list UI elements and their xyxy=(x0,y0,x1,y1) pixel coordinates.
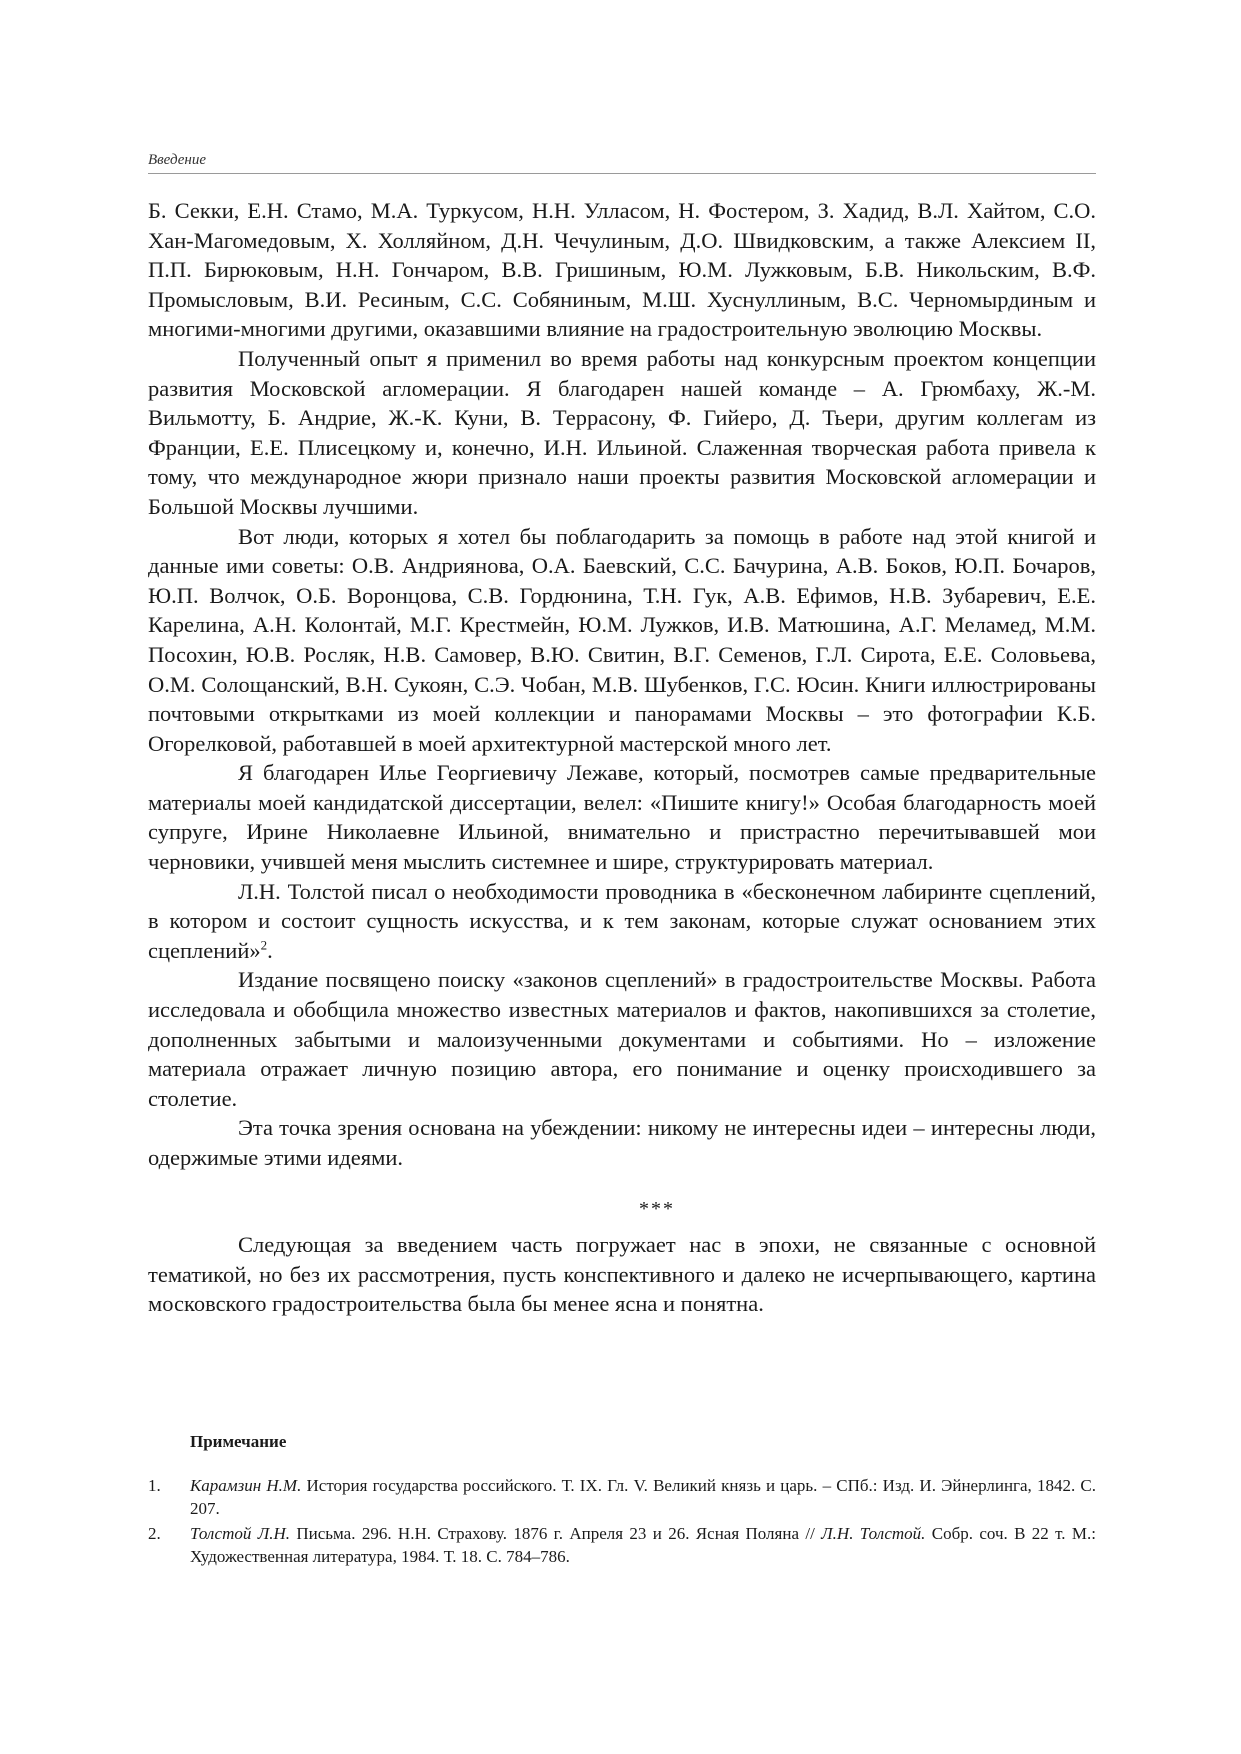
note-author: Карамзин Н.М. xyxy=(190,1476,302,1495)
paragraph-3: Вот люди, которых я хотел бы поблагодарить за помощь в работе над этой книгой и данные ими советы: О.В. Андриянова, О.А. Баевский, С.С. Бачурина, А.В. Боков, Ю.П. Бочаров, Ю.П. Волчок, О.Б. Воронцова, С.В. Гордюнина, Т.Н. Гук, А.В. Ефимов, Н.В. Зубаревич, Е.Е. Карелина, А.Н. Колонтай, М.Г. Крестмейн, Ю.М. Лужков, И.В. Матюшина, А.Г. Меламед, М.М. Посохин, Ю.В. Росляк, Н.В. Самовер, В.Ю. Свитин, В.Г. Семенов, Г.Л. Сирота, Е.Е. Соловьева, О.М. Солощанский, В.Н. Сукоян, С.Э. Чобан, М.В. Шубенков, Г.С. Юсин. Книги иллюстрированы почтовыми открытками из моей коллекции и панорамами Москвы – это фотографии К.Б. Огорелковой, работавшей в моей архитектурной мастерской много лет. xyxy=(148,523,1096,756)
closing-paragraph: Следующая за введением часть погружает нас в эпохи, не связанные с основной тематикой, но без их рассмотрения, пусть конспективного и далеко не исчерпывающего, картина московского градостроительства была бы менее ясна и понятна. xyxy=(148,1232,1096,1317)
note-body: История государства российского. Т. IX. Гл. V. Великий князь и царь. – СПб.: Изд. И. Эйнерлинга, 1842. С. 207. xyxy=(190,1476,1096,1518)
note-text xyxy=(190,1522,1096,1568)
note-item xyxy=(148,1474,1096,1520)
section-separator: *** xyxy=(639,1197,675,1220)
paragraph-4: Я благодарен Илье Георгиевичу Лежаве, который, посмотрев самые предварительные материалы моей кандидатской диссертации, велел: «Пишите книгу!» Особая благодарность моей супруге, Ирине Николаевне Ильиной, внимательно и пристрастно перечитывавшей мои черновики, учившей меня мыслить системнее и шире, структурировать материал. xyxy=(148,760,1096,875)
paragraph-5-text: Л.Н. Толстой писал о необходимости проводника в «бесконечном лабиринте сцеплений, в котором и состоит сущность искусства, и к тем законам, которые служат основанием этих сцеплений» xyxy=(148,878,1096,963)
note-text xyxy=(190,1474,1096,1520)
note-author-secondary: Л.Н. Толстой. xyxy=(821,1524,926,1543)
paragraph-5 xyxy=(148,877,1096,966)
main-text xyxy=(148,196,1096,1319)
footnote-ref-2[interactable]: 2 xyxy=(260,937,268,953)
paragraph-6: Издание посвящено поиску «законов сцеплений» в градостроительстве Москвы. Работа исследовала и обобщила множество известных материалов и фактов, накопившихся за столетие, дополненных забытыми и малоизученными документами и событиями. Но – изложение материала отражает личную позицию автора, его понимание и оценку происходившего за столетие. xyxy=(148,967,1096,1111)
notes-list xyxy=(148,1474,1096,1570)
paragraph-5-tail: . xyxy=(267,937,273,963)
paragraph-7: Эта точка зрения основана на убеждении: никому не интересны идеи – интересны люди, одержимые этими идеями. xyxy=(148,1115,1096,1170)
paragraph-1: Б. Секки, Е.Н. Стамо, М.А. Туркусом, Н.Н. Улласом, Н. Фостером, З. Хадид, В.Л. Хайтом, С.О. Хан-Магомедовым, Х. Холляйном, Д.Н. Чечулиным, Д.О. Швидковским, а также Алексием II, П.П. Бирюковым, Н.Н. Гончаром, В.В. Гришиным, Ю.М. Лужковым, Б.В. Никольским, В.Ф. Промысловым, В.И. Ресиным, С.С. Собяниным, М.Ш. Хуснуллиным, В.С. Черномырдиным и многими-многими другими, оказавшими влияние на градостроительную эволюцию Москвы. xyxy=(148,198,1096,342)
running-title: Введение xyxy=(148,152,1096,174)
note-number: 2. xyxy=(148,1524,161,1543)
paragraph-2: Полученный опыт я применил во время работы над конкурсным проектом концепции развития Московской агломерации. Я благодарен нашей команде – А. Грюмбаху, Ж.-М. Вильмотту, Б. Андрие, Ж.-К. Куни, В. Террасону, Ф. Гийеро, Д. Тьери, другим коллегам из Франции, Е.Е. Плисецкому и, конечно, И.Н. Ильиной. Слаженная творческая работа привела к тому, что международное жюри признало наши проекты развития Московской агломерации и Большой Москвы лучшими. xyxy=(148,345,1096,519)
note-author: Толстой Л.Н. xyxy=(190,1524,291,1543)
note-number: 1. xyxy=(148,1476,161,1495)
note-body: Письма. 296. Н.Н. Страхову. 1876 г. Апреля 23 и 26. Ясная Поляна // xyxy=(290,1524,822,1543)
notes-title: Примечание xyxy=(190,1432,287,1451)
note-item xyxy=(148,1522,1096,1568)
note-body-secondary: Собр. соч. В 22 т. М.: Художественная литература, 1984. Т. 18. С. 784–786. xyxy=(190,1524,1096,1566)
